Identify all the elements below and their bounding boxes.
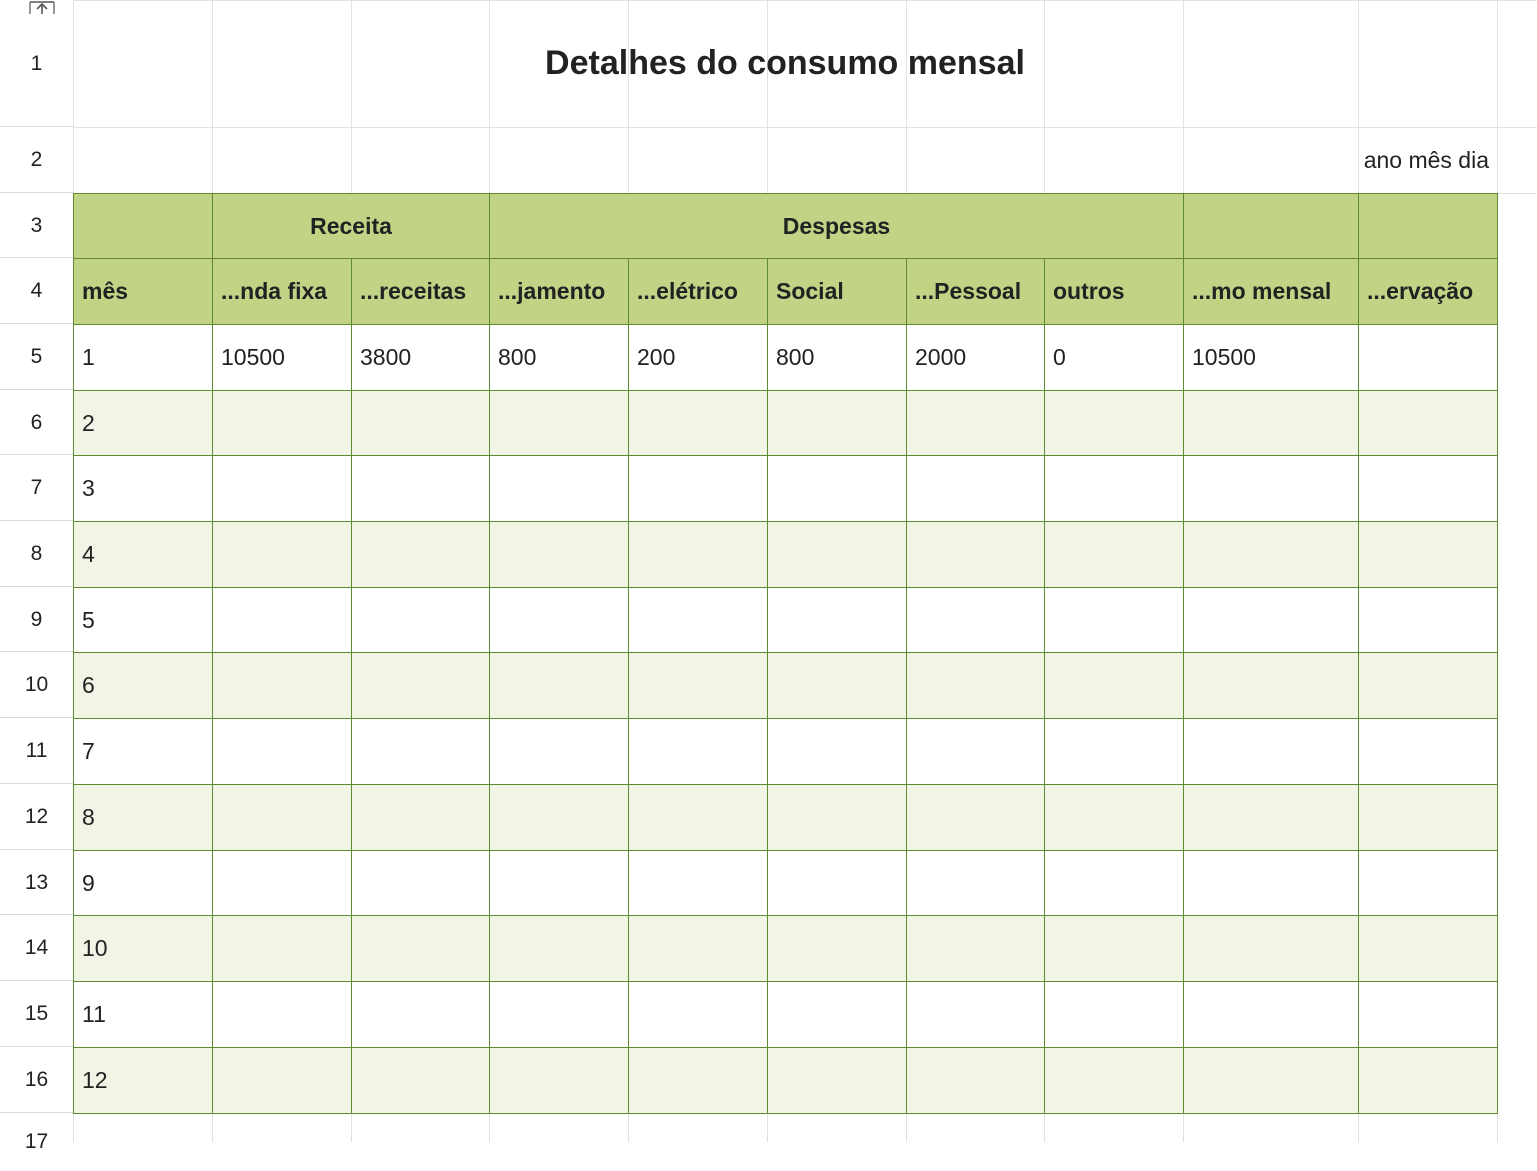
table-cell[interactable] bbox=[1044, 1047, 1184, 1114]
table-cell[interactable] bbox=[628, 718, 768, 785]
column-header[interactable]: Social bbox=[767, 258, 907, 325]
table-cell[interactable] bbox=[351, 521, 490, 588]
table-cell[interactable] bbox=[489, 850, 629, 916]
table-cell[interactable] bbox=[1044, 455, 1184, 522]
table-cell[interactable] bbox=[212, 784, 352, 851]
table-cell[interactable] bbox=[906, 390, 1045, 456]
table-cell[interactable] bbox=[351, 652, 490, 719]
table-cell[interactable] bbox=[1183, 850, 1359, 916]
table-cell[interactable] bbox=[628, 652, 768, 719]
sheet-title: Detalhes do consumo mensal bbox=[545, 44, 1025, 82]
table-cell[interactable]: 0 bbox=[1044, 324, 1184, 391]
group-header-receita[interactable]: Receita bbox=[212, 193, 490, 259]
column-header[interactable]: ...jamento bbox=[489, 258, 629, 325]
row-header-column bbox=[0, 0, 74, 1153]
table-cell[interactable] bbox=[1358, 521, 1498, 588]
table-cell[interactable] bbox=[767, 718, 907, 785]
table-cell[interactable] bbox=[489, 1047, 629, 1114]
table-cell[interactable] bbox=[1358, 390, 1498, 456]
table-cell[interactable] bbox=[906, 718, 1045, 785]
month-cell[interactable]: 2 bbox=[73, 390, 213, 456]
row-number[interactable]: 12 bbox=[0, 784, 73, 850]
table-cell[interactable] bbox=[351, 718, 490, 785]
row-number[interactable]: 8 bbox=[0, 521, 73, 587]
table-cell[interactable] bbox=[1044, 652, 1184, 719]
table-cell[interactable] bbox=[489, 652, 629, 719]
table-cell[interactable] bbox=[1044, 784, 1184, 851]
table-cell[interactable] bbox=[489, 915, 629, 982]
table-cell[interactable] bbox=[489, 981, 629, 1048]
table-cell[interactable] bbox=[1183, 521, 1359, 588]
table-cell[interactable] bbox=[212, 718, 352, 785]
table-cell[interactable] bbox=[1183, 784, 1359, 851]
month-cell[interactable]: 7 bbox=[73, 718, 213, 785]
table-cell[interactable]: 3800 bbox=[351, 324, 490, 391]
row-number[interactable]: 13 bbox=[0, 850, 73, 915]
table-cell[interactable] bbox=[767, 390, 907, 456]
table-cell[interactable] bbox=[351, 850, 490, 916]
table-cell[interactable] bbox=[628, 850, 768, 916]
group-header-empty[interactable] bbox=[1358, 193, 1498, 259]
table-cell[interactable] bbox=[351, 784, 490, 851]
table-cell[interactable] bbox=[489, 587, 629, 653]
table-cell[interactable] bbox=[1358, 718, 1498, 785]
table-cell[interactable] bbox=[906, 981, 1045, 1048]
table-cell[interactable] bbox=[1358, 915, 1498, 982]
table-cell[interactable] bbox=[1044, 850, 1184, 916]
month-cell[interactable]: 10 bbox=[73, 915, 213, 982]
table-cell[interactable] bbox=[767, 1047, 907, 1114]
table-cell[interactable] bbox=[628, 981, 768, 1048]
row-number[interactable]: 17 bbox=[24, 1130, 49, 1153]
table-cell[interactable] bbox=[351, 915, 490, 982]
table-cell[interactable] bbox=[212, 455, 352, 522]
row-number[interactable]: 10 bbox=[0, 652, 73, 718]
table-cell[interactable] bbox=[628, 521, 768, 588]
column-header[interactable]: ...Pessoal bbox=[906, 258, 1045, 325]
table-cell[interactable] bbox=[351, 587, 490, 653]
table-cell[interactable] bbox=[767, 915, 907, 982]
table-cell[interactable] bbox=[351, 390, 490, 456]
table-cell[interactable]: 200 bbox=[628, 324, 768, 391]
table-cell[interactable] bbox=[628, 587, 768, 653]
table-cell[interactable] bbox=[1183, 915, 1359, 982]
month-cell[interactable]: 5 bbox=[73, 587, 213, 653]
table-cell[interactable] bbox=[212, 521, 352, 588]
month-cell[interactable]: 4 bbox=[73, 521, 213, 588]
table-cell[interactable] bbox=[628, 455, 768, 522]
row-number[interactable]: 9 bbox=[0, 587, 73, 652]
table-cell[interactable] bbox=[906, 915, 1045, 982]
table-cell[interactable] bbox=[1358, 324, 1498, 391]
table-cell[interactable] bbox=[1044, 390, 1184, 456]
table-cell[interactable] bbox=[628, 1047, 768, 1114]
table-cell[interactable] bbox=[489, 521, 629, 588]
date-label: ano mês dia bbox=[1363, 146, 1489, 173]
table-cell[interactable] bbox=[767, 850, 907, 916]
table-cell[interactable] bbox=[1044, 718, 1184, 785]
table-cell[interactable] bbox=[489, 784, 629, 851]
row-number[interactable]: 7 bbox=[0, 455, 73, 521]
table-cell[interactable] bbox=[906, 784, 1045, 851]
table-cell[interactable] bbox=[1358, 784, 1498, 851]
table-cell[interactable] bbox=[489, 390, 629, 456]
month-cell[interactable]: 3 bbox=[73, 455, 213, 522]
month-cell[interactable]: 11 bbox=[73, 981, 213, 1048]
month-cell[interactable]: 8 bbox=[73, 784, 213, 851]
row-number[interactable]: 16 bbox=[0, 1047, 73, 1113]
table-cell[interactable] bbox=[1183, 1047, 1359, 1114]
column-header[interactable]: ...nda fixa bbox=[212, 258, 352, 325]
group-header-empty[interactable] bbox=[1183, 193, 1359, 259]
table-cell[interactable] bbox=[1358, 850, 1498, 916]
table-cell[interactable] bbox=[212, 915, 352, 982]
row-number[interactable]: 11 bbox=[0, 718, 73, 784]
column-header[interactable]: ...elétrico bbox=[628, 258, 768, 325]
freeze-pane-icon[interactable] bbox=[27, 0, 57, 16]
table-cell[interactable] bbox=[1358, 981, 1498, 1048]
column-header[interactable]: ...ervação bbox=[1358, 258, 1498, 325]
table-cell[interactable] bbox=[1044, 915, 1184, 982]
month-cell[interactable]: 12 bbox=[73, 1047, 213, 1114]
table-cell[interactable] bbox=[767, 587, 907, 653]
table-cell[interactable] bbox=[351, 455, 490, 522]
table-cell[interactable]: 800 bbox=[489, 324, 629, 391]
table-cell[interactable] bbox=[1358, 652, 1498, 719]
table-cell[interactable] bbox=[767, 521, 907, 588]
month-cell[interactable]: 6 bbox=[73, 652, 213, 719]
column-header[interactable]: outros bbox=[1044, 258, 1184, 325]
row-number[interactable]: 3 bbox=[0, 193, 73, 258]
table-cell[interactable] bbox=[489, 455, 629, 522]
table-cell[interactable] bbox=[1358, 587, 1498, 653]
table-cell[interactable] bbox=[1183, 718, 1359, 785]
table-cell[interactable] bbox=[906, 455, 1045, 522]
table-cell[interactable] bbox=[1183, 981, 1359, 1048]
table-cell[interactable] bbox=[628, 784, 768, 851]
table-cell[interactable] bbox=[351, 981, 490, 1048]
table-cell[interactable] bbox=[906, 850, 1045, 916]
month-cell[interactable]: 1 bbox=[73, 324, 213, 391]
month-cell[interactable]: 9 bbox=[73, 850, 213, 916]
table-cell[interactable]: 10500 bbox=[212, 324, 352, 391]
table-cell[interactable] bbox=[1183, 587, 1359, 653]
table-cell[interactable] bbox=[212, 981, 352, 1048]
row-number[interactable]: 2 bbox=[0, 127, 73, 193]
table-cell[interactable] bbox=[1183, 390, 1359, 456]
table-cell[interactable] bbox=[906, 587, 1045, 653]
column-header[interactable]: ...mo mensal bbox=[1183, 258, 1359, 325]
group-header-despesas[interactable]: Despesas bbox=[489, 193, 1184, 259]
table-cell[interactable]: 800 bbox=[767, 324, 907, 391]
row-number[interactable]: 15 bbox=[0, 981, 73, 1047]
table-cell[interactable] bbox=[767, 652, 907, 719]
table-cell[interactable] bbox=[1044, 587, 1184, 653]
table-cell[interactable] bbox=[906, 652, 1045, 719]
table-cell[interactable] bbox=[212, 587, 352, 653]
table-cell[interactable] bbox=[1358, 455, 1498, 522]
column-header[interactable]: mês bbox=[73, 258, 213, 325]
table-cell[interactable] bbox=[767, 455, 907, 522]
table-cell[interactable] bbox=[212, 1047, 352, 1114]
table-cell[interactable] bbox=[489, 718, 629, 785]
row-number[interactable]: 4 bbox=[0, 258, 73, 324]
row-number[interactable]: 14 bbox=[0, 915, 73, 981]
table-cell[interactable] bbox=[1183, 652, 1359, 719]
table-cell[interactable]: 2000 bbox=[906, 324, 1045, 391]
group-header-empty[interactable] bbox=[73, 193, 213, 259]
table-cell[interactable] bbox=[906, 1047, 1045, 1114]
table-cell[interactable] bbox=[351, 1047, 490, 1114]
table-cell[interactable] bbox=[212, 652, 352, 719]
table-cell[interactable] bbox=[628, 915, 768, 982]
table-cell[interactable] bbox=[628, 390, 768, 456]
table-cell[interactable] bbox=[1044, 521, 1184, 588]
row-number[interactable]: 5 bbox=[0, 324, 73, 390]
table-cell[interactable] bbox=[1044, 981, 1184, 1048]
table-cell[interactable]: 10500 bbox=[1183, 324, 1359, 391]
table-cell[interactable] bbox=[767, 981, 907, 1048]
table-cell[interactable] bbox=[906, 521, 1045, 588]
table-cell[interactable] bbox=[212, 390, 352, 456]
row-number[interactable]: 1 bbox=[0, 0, 73, 127]
row-number[interactable]: 6 bbox=[0, 390, 73, 455]
table-cell[interactable] bbox=[1183, 455, 1359, 522]
column-header[interactable]: ...receitas bbox=[351, 258, 490, 325]
table-cell[interactable] bbox=[767, 784, 907, 851]
table-cell[interactable] bbox=[1358, 1047, 1498, 1114]
table-cell[interactable] bbox=[212, 850, 352, 916]
